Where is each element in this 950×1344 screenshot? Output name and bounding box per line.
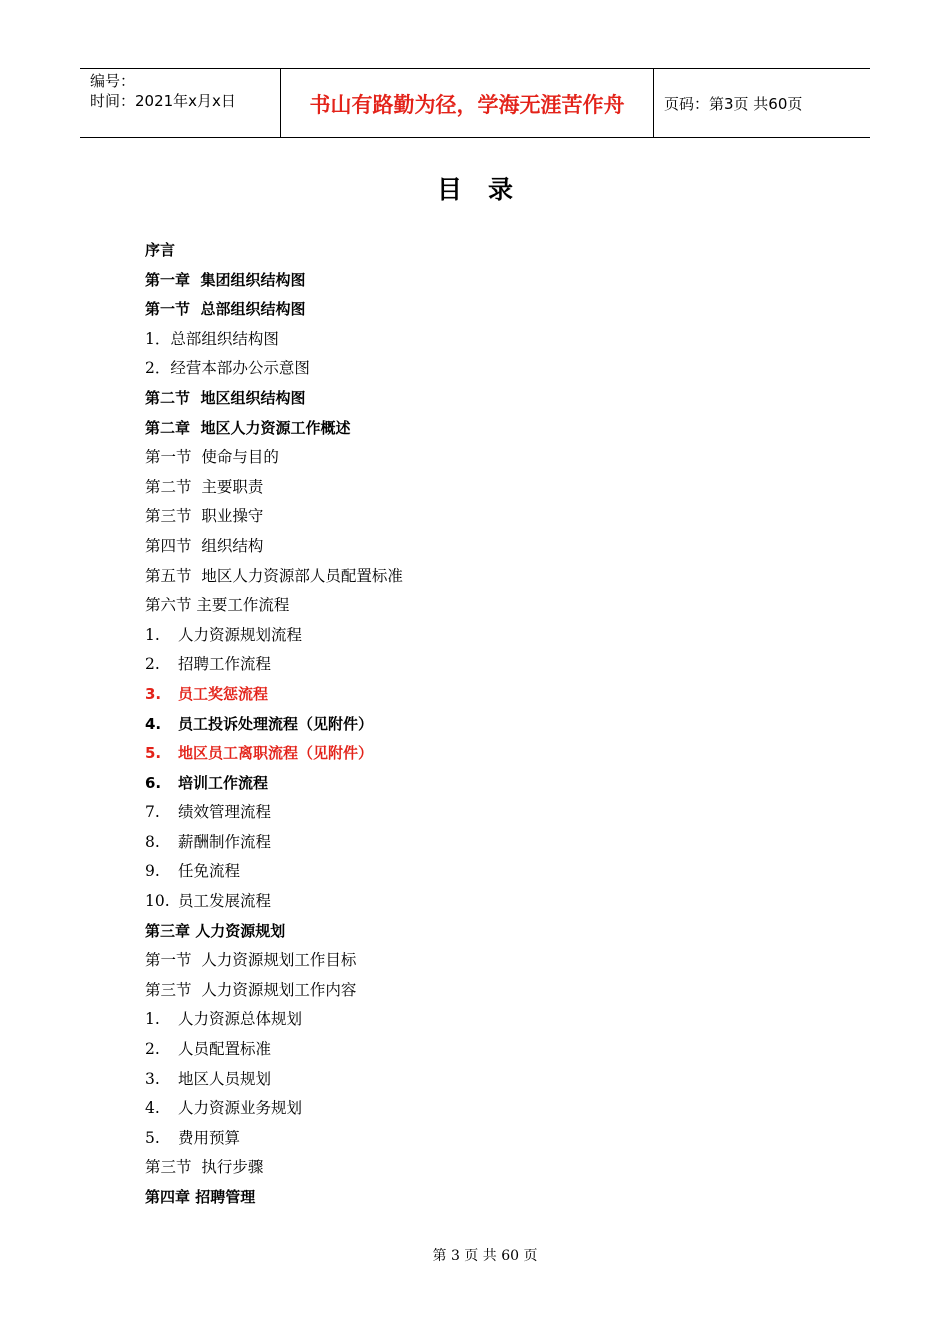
toc-entry-text: 1．总部组织结构图 [145, 329, 279, 348]
toc-entry-text: 第五节 地区人力资源部人员配置标准 [145, 566, 403, 585]
toc-entry [145, 502, 403, 532]
toc-entry-text: 第四节 组织结构 [145, 536, 264, 555]
toc-entry [145, 1153, 403, 1183]
toc-entry [145, 1124, 403, 1154]
toc-entry [145, 798, 403, 828]
page-footer: 第 3 页 共 60 页 [432, 1248, 538, 1264]
toc-entry-number: 10. [145, 892, 170, 911]
toc-entry-text: 员工发展流程 [178, 892, 272, 911]
toc-entry [145, 917, 403, 947]
toc-entry [145, 443, 403, 473]
header-meta [80, 69, 281, 137]
toc-entry [145, 591, 403, 621]
toc-entry [145, 473, 403, 503]
toc-entry-text: 第一节 总部组织结构图 [145, 300, 306, 319]
toc-entry-text: 绩效管理流程 [178, 803, 272, 822]
toc-entry-text: 人员配置标准 [178, 1040, 272, 1059]
toc-entry [145, 266, 403, 296]
toc-entry-text: 第二章 地区人力资源工作概述 [145, 418, 351, 437]
toc-entry-text: 第三章 人力资源规划 [145, 921, 286, 940]
toc-entry [145, 680, 403, 710]
toc-entry-text: 地区人员规划 [178, 1069, 272, 1088]
toc-entry [145, 1065, 403, 1095]
toc-entry-text: 第三节 人力资源规划工作内容 [145, 980, 357, 999]
toc-entry-number: 9. [145, 862, 160, 881]
toc-entry-number: 5. [145, 744, 162, 763]
toc-entry [145, 1094, 403, 1124]
page-title: 目录 [436, 175, 539, 204]
toc-entry-number: 3. [145, 684, 162, 703]
toc-entry-number: 4. [145, 714, 162, 733]
toc-entry-text: 第一章 集团组织结构图 [145, 270, 306, 289]
toc-entry [145, 236, 403, 266]
toc-entry-text: 人力资源规划流程 [178, 625, 303, 644]
toc-entry-text: 人力资源业务规划 [178, 1099, 303, 1118]
toc-entry [145, 354, 403, 384]
toc-entry-text: 第一节 使命与目的 [145, 448, 279, 467]
page-header [80, 68, 870, 138]
toc-entry [145, 1005, 403, 1035]
toc-entry [145, 976, 403, 1006]
toc-entry-text: 第六节 主要工作流程 [145, 596, 290, 615]
toc-entry-text: 序言 [145, 241, 176, 259]
toc-entry [145, 562, 403, 592]
toc-entry-text: 人力资源总体规划 [178, 1010, 303, 1029]
toc-entry [145, 857, 403, 887]
toc-entry-number: 4. [145, 1099, 160, 1118]
toc-entry-text: 第二节 地区组织结构图 [145, 388, 306, 407]
toc-entry [145, 1183, 403, 1213]
toc-entry [145, 325, 403, 355]
toc-entry [145, 1035, 403, 1065]
toc-entry-text: 第四章 招聘管理 [145, 1188, 256, 1206]
toc-entry-text: 薪酬制作流程 [178, 832, 272, 851]
toc-entry-number: 8. [145, 832, 160, 851]
toc-entry-text: 任免流程 [178, 862, 241, 881]
toc-entry-number: 7. [145, 803, 160, 822]
table-of-contents [145, 236, 403, 1213]
toc-entry [145, 295, 403, 325]
toc-entry [145, 739, 403, 769]
toc-entry-number: 6. [145, 773, 162, 792]
toc-entry-text: 第一节 人力资源规划工作目标 [145, 951, 357, 970]
toc-entry-text: 第三节 职业操守 [145, 507, 264, 526]
toc-entry-number: 1. [145, 1010, 160, 1029]
toc-entry [145, 532, 403, 562]
toc-entry [145, 769, 403, 799]
toc-entry-text: 培训工作流程 [178, 773, 269, 792]
toc-entry-text: 第二节 主要职责 [145, 477, 264, 496]
toc-entry [145, 650, 403, 680]
toc-entry-number: 2. [145, 655, 160, 674]
toc-entry-number: 2. [145, 1040, 160, 1059]
toc-entry-text: 费用预算 [178, 1128, 241, 1147]
toc-entry [145, 710, 403, 740]
toc-entry-text: 招聘工作流程 [178, 655, 272, 674]
toc-entry [145, 621, 403, 651]
toc-entry-text: 第三节 执行步骤 [145, 1158, 264, 1177]
toc-entry-number: 1. [145, 625, 160, 644]
toc-entry-text: 员工投诉处理流程（见附件） [178, 714, 374, 733]
toc-entry-text: 2．经营本部办公示意图 [145, 359, 310, 378]
document-time-label: 时间：2021年x月x日 [90, 92, 236, 110]
toc-entry [145, 887, 403, 917]
toc-entry-text: 地区员工离职流程（见附件） [178, 744, 374, 763]
toc-entry-text: 员工奖惩流程 [178, 684, 269, 703]
toc-entry [145, 414, 403, 444]
toc-entry [145, 946, 403, 976]
toc-entry-number: 5. [145, 1128, 160, 1147]
toc-entry-number: 3. [145, 1069, 160, 1088]
toc-entry [145, 828, 403, 858]
toc-entry [145, 384, 403, 414]
header-page-info: 页码：第3页 共60页 [664, 94, 803, 113]
header-motto: 书山有路勤为径，学海无涯苦作舟 [281, 69, 654, 137]
document-number-label: 编号： [90, 72, 136, 90]
